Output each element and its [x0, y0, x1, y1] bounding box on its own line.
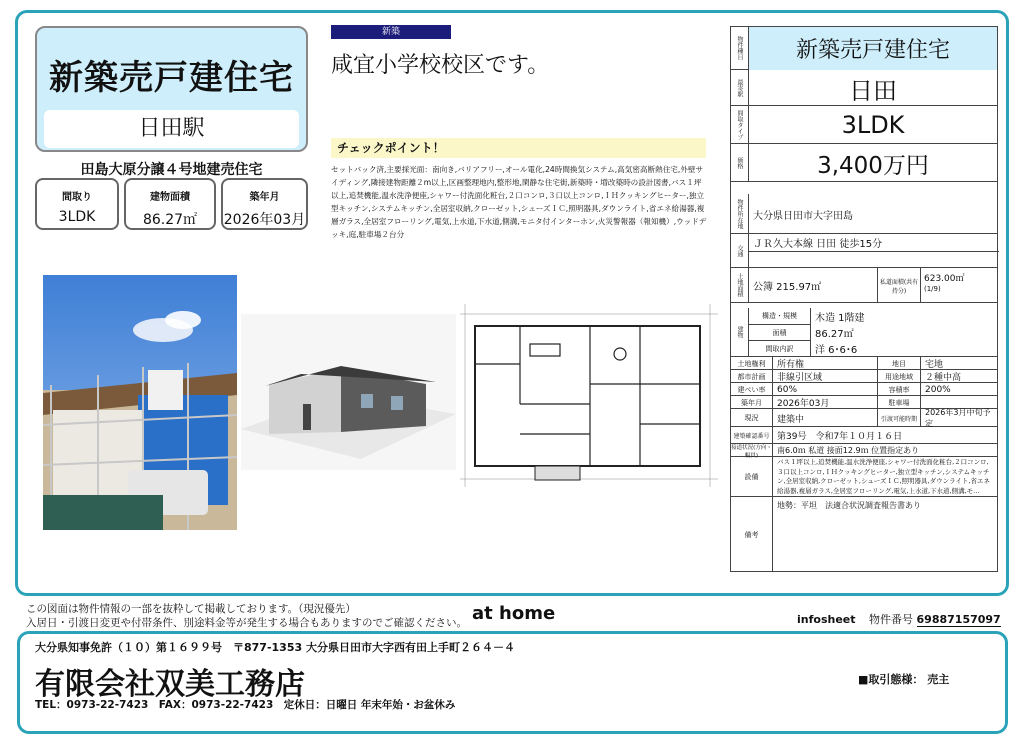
- spec-transport-value: ＪＲ久大本線 日田 徒歩15分: [753, 239, 883, 250]
- spec-row-layout: [731, 106, 997, 144]
- spec-label: 接道状況(方向・幅員): [731, 444, 772, 459]
- spec-label: 間取タイプ: [731, 106, 749, 143]
- spec-station-value: 日田: [849, 76, 897, 105]
- spec-rooms-value: 洋 6･6･6: [815, 345, 858, 356]
- property-number-label: 物件番号: [869, 613, 914, 626]
- spec-label: 間取内訳: [749, 340, 811, 357]
- spec-label: 駐車場: [877, 396, 921, 409]
- floor-plan: [460, 304, 718, 487]
- spec-private-road-value: 623.00㎡: [924, 274, 965, 284]
- spec-type-value: 新築売戸建住宅: [749, 27, 997, 70]
- spec-equipment-value: バス１坪以上,追焚機能,温水洗浄便座,シャワー付洗面化粧台,２口コンロ,３口以上コンロ,ＩＨクッキングヒーター,独立型キッチン,システムキッチン,全居室収納,クローゼット,シューズＩＣ,照明器具,ダウンライト,省エネ給湯器,複層ガラス,全居室フローリング,電気,上水道,下水道,側溝,モ...: [777, 458, 990, 495]
- spec-label: 建物: [731, 308, 749, 356]
- transaction-type: ■取引態様： 売主: [858, 673, 950, 686]
- spec-road-value: 南6.0ｍ 私道 接面12.9ｍ 位置指定あり: [777, 446, 920, 455]
- spec-cityplan-value: 非線引区域: [777, 373, 823, 383]
- spec-row-remarks: [731, 497, 997, 572]
- property-subtitle: 田島大原分譲４号地建売住宅: [80, 162, 263, 178]
- checkpoint-title: チェックポイント！: [331, 138, 706, 158]
- headline: 咸宜小学校校区です。: [331, 53, 550, 78]
- fact-label: 間取り: [62, 192, 92, 203]
- spec-area-value: 86.27㎡: [815, 328, 854, 340]
- spec-label: 設備: [731, 457, 773, 497]
- spec-row-confirm: [731, 427, 997, 444]
- spec-bcr-value: 60%: [777, 384, 798, 395]
- spec-row-address: [731, 194, 997, 234]
- spec-label: 建ぺい率: [731, 383, 773, 396]
- title-box: [35, 26, 308, 152]
- fact-value: 86.27㎡: [142, 212, 198, 228]
- fact-layout: [35, 178, 119, 230]
- spec-row-land: [731, 268, 997, 303]
- company-license: 大分県知事免許（１０）第１６９９号 〒877-1353 大分県日田市大字西有田上手町２６４－４: [35, 641, 515, 654]
- spec-label: 物件所在地: [731, 194, 749, 233]
- spec-label: 構造・規模: [749, 308, 811, 324]
- spec-label: 都市計画: [731, 370, 773, 383]
- spec-remarks-value: 地勢：平坦 法適合状況調査報告書あり: [777, 500, 921, 510]
- spec-zoning-value: ２種中高: [925, 373, 962, 383]
- spec-label: 現況: [731, 409, 773, 427]
- spec-price-value: 3,400万円: [817, 152, 929, 179]
- spec-private-road-share: (1/9): [924, 285, 941, 293]
- spec-label: 交通: [731, 234, 749, 267]
- fact-label: 建物面積: [150, 192, 190, 203]
- spec-row-equipment: [731, 457, 997, 497]
- new-tag: 新築: [331, 25, 451, 39]
- spec-layout-value: 3LDK: [841, 111, 905, 139]
- company-contact: TEL：0973-22-7423 FAX：0973-22-7423 定休日：日曜日 年末年始・お盆休み: [35, 699, 456, 711]
- footer-note: この図面は物件情報の一部を抜粋して掲載しております。（現況優先）: [26, 603, 356, 615]
- spec-label: 容積率: [877, 383, 921, 396]
- spec-rights-value: 所有権: [777, 360, 805, 370]
- spec-row-cityplan: [731, 370, 997, 383]
- spec-row-building: [731, 308, 997, 357]
- fact-value: 2026年03月: [223, 212, 306, 228]
- house-rendering: [241, 314, 456, 470]
- checkpoint-body: セットバック済,主要採光面：南向き,バリアフリー,オール電化,24時間換気システム,高気密高断熱住宅,外壁サイディング,隣接建物距離２m以上,区画整理地内,整形地,閑静な住宅街,新築時・増改築時の設計図書,バス１坪以上,追焚機能,温水洗浄便座,シャワー付洗面化粧台,２口コンロ,３口以上コンロ,ＩＨクッキングヒーター,独立型キッチン,システムキッチン,全居室収納,クローゼット,シューズＩＣ,照明器具,ダウンライト,省エネ給湯器,複層ガラス,全居室フローリング,電気,上水道,下水道,側溝,モニタ付インターホン,火災警報器（報知機）,ウッドデッキ,庭,駐車場２台分: [331, 165, 707, 239]
- spec-label: 私道面積(共有持分): [877, 268, 921, 303]
- spec-label: 価格: [731, 144, 749, 181]
- fact-label: 築年月: [249, 192, 280, 203]
- spec-row-road: [731, 444, 997, 457]
- spec-row-station: [731, 70, 997, 106]
- spec-table: [730, 26, 998, 572]
- spec-built-value: 2026年03月: [777, 399, 830, 409]
- property-type-title: 新築売戸建住宅: [49, 58, 294, 98]
- spec-label: 備考: [731, 497, 773, 572]
- spec-land-value: 公簿 215.97㎡: [753, 282, 822, 293]
- spec-far-value: 200%: [925, 384, 951, 395]
- spec-row-transport: [731, 234, 997, 268]
- spec-label: 最寄駅: [731, 70, 749, 105]
- athome-logo: at home: [472, 603, 556, 624]
- spec-handover-value: 2026年3月中旬予定: [925, 408, 991, 428]
- spec-row-bcr: [731, 383, 997, 396]
- spec-confirm-value: 第39号 令和7年１０月１６日: [777, 432, 903, 442]
- spec-landcat-value: 宅地: [925, 360, 944, 370]
- infosheet-text: infosheet: [797, 613, 856, 626]
- spec-label: 築年月: [731, 396, 773, 409]
- spec-label: 用途地域: [877, 370, 921, 383]
- spec-row-status: [731, 409, 997, 427]
- spec-label: 土地権利: [731, 357, 773, 370]
- spec-label: 引渡可能時期: [877, 409, 921, 427]
- company-name: 有限会社双美工務店: [35, 667, 305, 702]
- footer-note: 入居日・引渡日変更や付帯条件、別途料金等が発生する場合もありますのでご確認ください。: [26, 617, 467, 629]
- spec-row-rights: [731, 357, 997, 370]
- spec-label: 土地面積: [731, 268, 749, 302]
- spec-address-value: 大分県日田市大字田島: [753, 210, 853, 222]
- spec-structure-value: 木造 1階建: [815, 312, 865, 324]
- property-number: 69887157097: [916, 613, 1001, 626]
- fact-area: [124, 178, 216, 230]
- spec-label: 地目: [877, 357, 921, 370]
- footer-notes: [26, 602, 467, 630]
- spec-row-price: [731, 144, 997, 182]
- fact-value: 3LDK: [58, 209, 96, 225]
- spec-label: 物件種目: [731, 27, 749, 69]
- spec-row-type: [731, 27, 997, 70]
- station-title: 日田駅: [44, 110, 299, 148]
- spec-status-value: 建築中: [777, 414, 805, 425]
- fact-built: [221, 178, 308, 230]
- construction-photo: [43, 275, 237, 530]
- infosheet-label: [797, 611, 1001, 627]
- spec-label: 建築確認番号: [731, 427, 773, 444]
- spec-label: 面積: [749, 324, 811, 340]
- company-box: [17, 631, 1008, 734]
